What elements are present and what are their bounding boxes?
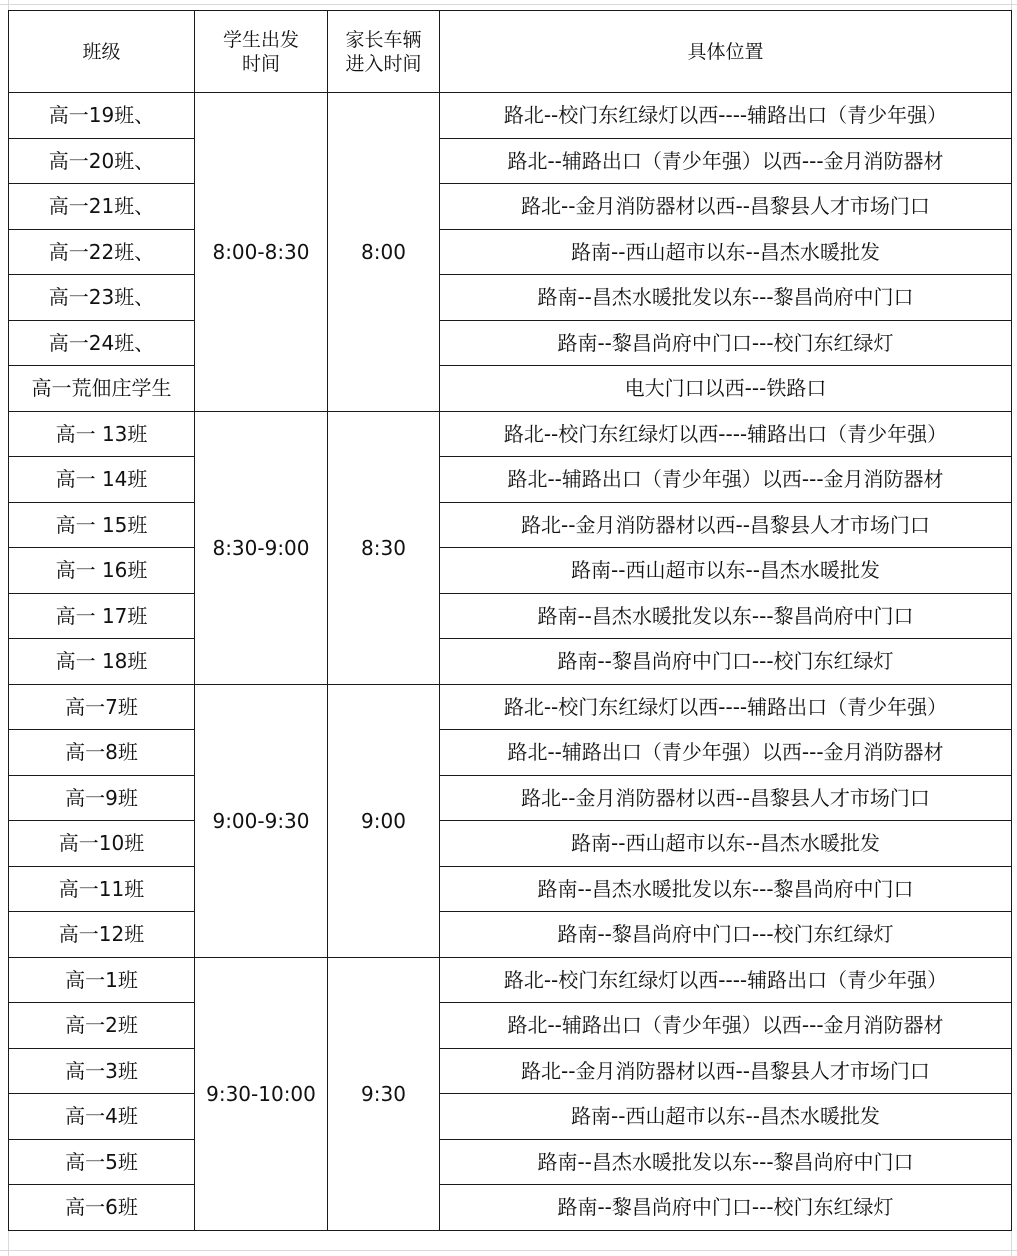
table-row (9, 366, 1012, 412)
class-cell[interactable]: 高一20班、 (9, 138, 195, 184)
location-cell[interactable]: 路北--辅路出口（青少年强）以西---金月消防器材 (440, 138, 1012, 184)
header-location[interactable] (440, 11, 1012, 93)
table-row (9, 593, 1012, 639)
location-cell[interactable]: 路南--昌杰水暖批发以东---黎昌尚府中门口 (440, 593, 1012, 639)
depart-time-cell[interactable]: 9:00-9:30 (195, 684, 328, 957)
class-cell[interactable]: 高一7班 (9, 684, 195, 730)
table-row (9, 1048, 1012, 1094)
location-cell[interactable]: 路南--西山超市以东--昌杰水暖批发 (440, 229, 1012, 275)
location-cell[interactable]: 路南--黎昌尚府中门口---校门东红绿灯 (440, 639, 1012, 685)
table-row (9, 730, 1012, 776)
location-cell[interactable]: 路北--辅路出口（青少年强）以西---金月消防器材 (440, 457, 1012, 503)
schedule-table (8, 10, 1012, 1231)
table-row (9, 502, 1012, 548)
location-cell[interactable]: 路南--西山超市以东--昌杰水暖批发 (440, 1094, 1012, 1140)
class-cell[interactable]: 高一19班、 (9, 93, 195, 139)
table-row (9, 320, 1012, 366)
table-row (9, 1003, 1012, 1049)
class-cell[interactable]: 高一12班 (9, 912, 195, 958)
table-row (9, 411, 1012, 457)
location-cell[interactable]: 路北--金月消防器材以西--昌黎县人才市场门口 (440, 502, 1012, 548)
class-cell[interactable]: 高一 15班 (9, 502, 195, 548)
location-cell[interactable]: 路南--黎昌尚府中门口---校门东红绿灯 (440, 912, 1012, 958)
enter-time-cell[interactable]: 9:30 (328, 957, 440, 1230)
header-enter-line1: 家长车辆 (345, 28, 422, 51)
location-cell[interactable]: 路南--西山超市以东--昌杰水暖批发 (440, 548, 1012, 594)
depart-time-cell[interactable]: 8:00-8:30 (195, 93, 328, 412)
location-cell[interactable]: 路北--辅路出口（青少年强）以西---金月消防器材 (440, 730, 1012, 776)
class-cell[interactable]: 高一21班、 (9, 184, 195, 230)
table-row (9, 912, 1012, 958)
class-cell[interactable]: 高一23班、 (9, 275, 195, 321)
header-class-label: 班级 (82, 40, 121, 63)
table-row (9, 1094, 1012, 1140)
table-row (9, 684, 1012, 730)
location-cell[interactable]: 路北--金月消防器材以西--昌黎县人才市场门口 (440, 184, 1012, 230)
table-row (9, 93, 1012, 139)
class-cell[interactable]: 高一4班 (9, 1094, 195, 1140)
header-depart-line2: 时间 (241, 52, 280, 75)
enter-time-cell[interactable]: 8:00 (328, 93, 440, 412)
location-cell[interactable]: 电大门口以西---铁路口 (440, 366, 1012, 412)
table-row (9, 1185, 1012, 1231)
class-cell[interactable]: 高一1班 (9, 957, 195, 1003)
table-row (9, 957, 1012, 1003)
class-cell[interactable]: 高一 17班 (9, 593, 195, 639)
location-cell[interactable]: 路北--校门东红绿灯以西----辅路出口（青少年强） (440, 957, 1012, 1003)
class-cell[interactable]: 高一荒佃庄学生 (9, 366, 195, 412)
class-cell[interactable]: 高一5班 (9, 1139, 195, 1185)
location-cell[interactable]: 路北--校门东红绿灯以西----辅路出口（青少年强） (440, 411, 1012, 457)
location-cell[interactable]: 路南--昌杰水暖批发以东---黎昌尚府中门口 (440, 866, 1012, 912)
header-enter-line2: 进入时间 (345, 52, 422, 75)
location-cell[interactable]: 路北--金月消防器材以西--昌黎县人才市场门口 (440, 1048, 1012, 1094)
location-cell[interactable]: 路南--黎昌尚府中门口---校门东红绿灯 (440, 320, 1012, 366)
table-row (9, 866, 1012, 912)
location-cell[interactable]: 路北--辅路出口（青少年强）以西---金月消防器材 (440, 1003, 1012, 1049)
header-depart-line1: 学生出发 (222, 28, 299, 51)
table-row (9, 275, 1012, 321)
enter-time-cell[interactable]: 9:00 (328, 684, 440, 957)
class-cell[interactable]: 高一8班 (9, 730, 195, 776)
location-cell[interactable]: 路南--黎昌尚府中门口---校门东红绿灯 (440, 1185, 1012, 1231)
class-cell[interactable]: 高一24班、 (9, 320, 195, 366)
location-cell[interactable]: 路南--西山超市以东--昌杰水暖批发 (440, 821, 1012, 867)
table-row (9, 639, 1012, 685)
table-row (9, 1139, 1012, 1185)
location-cell[interactable]: 路北--校门东红绿灯以西----辅路出口（青少年强） (440, 684, 1012, 730)
table-row (9, 457, 1012, 503)
depart-time-cell[interactable]: 8:30-9:00 (195, 411, 328, 684)
class-cell[interactable]: 高一 13班 (9, 411, 195, 457)
enter-time-cell[interactable]: 8:30 (328, 411, 440, 684)
table-header (9, 11, 1012, 93)
class-cell[interactable]: 高一6班 (9, 1185, 195, 1231)
table-row (9, 138, 1012, 184)
class-cell[interactable]: 高一22班、 (9, 229, 195, 275)
grid-line (0, 4, 1017, 5)
location-cell[interactable]: 路南--昌杰水暖批发以东---黎昌尚府中门口 (440, 275, 1012, 321)
table-row (9, 775, 1012, 821)
table-row (9, 229, 1012, 275)
table-body (9, 93, 1012, 1231)
header-location-label: 具体位置 (687, 40, 764, 63)
header-depart-time[interactable] (195, 11, 328, 93)
class-cell[interactable]: 高一9班 (9, 775, 195, 821)
table-row (9, 548, 1012, 594)
location-cell[interactable]: 路北--校门东红绿灯以西----辅路出口（青少年强） (440, 93, 1012, 139)
header-row (9, 11, 1012, 93)
class-cell[interactable]: 高一 18班 (9, 639, 195, 685)
class-cell[interactable]: 高一 14班 (9, 457, 195, 503)
class-cell[interactable]: 高一2班 (9, 1003, 195, 1049)
table-row (9, 184, 1012, 230)
location-cell[interactable]: 路北--金月消防器材以西--昌黎县人才市场门口 (440, 775, 1012, 821)
depart-time-cell[interactable]: 9:30-10:00 (195, 957, 328, 1230)
class-cell[interactable]: 高一11班 (9, 866, 195, 912)
table-row (9, 821, 1012, 867)
grid-line (0, 1250, 1017, 1251)
class-cell[interactable]: 高一10班 (9, 821, 195, 867)
location-cell[interactable]: 路南--昌杰水暖批发以东---黎昌尚府中门口 (440, 1139, 1012, 1185)
class-cell[interactable]: 高一 16班 (9, 548, 195, 594)
header-enter-time[interactable] (328, 11, 440, 93)
class-cell[interactable]: 高一3班 (9, 1048, 195, 1094)
header-class[interactable] (9, 11, 195, 93)
